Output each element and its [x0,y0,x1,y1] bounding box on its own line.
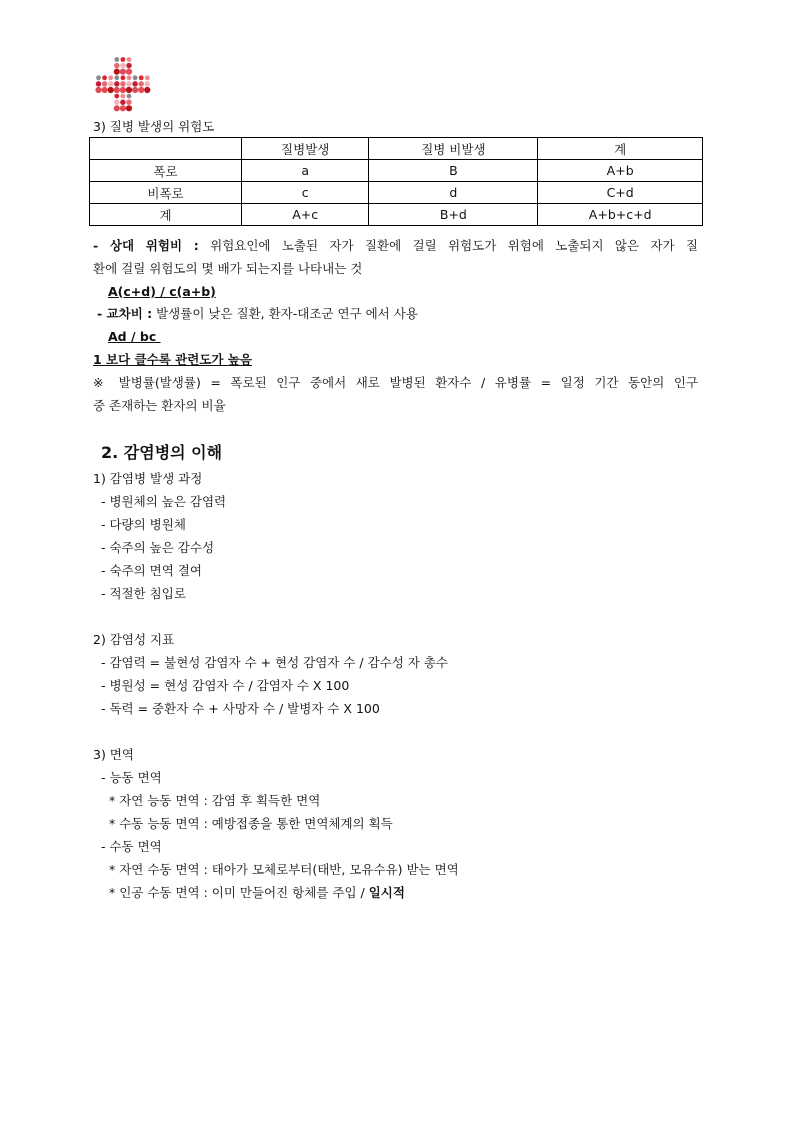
list-item: - 병원체의 높은 감염력 [101,494,227,509]
logo-dot [120,81,126,87]
logo-dot [108,87,114,93]
logo-dot [132,81,138,87]
table-cell: d [369,182,538,204]
list-item: - 독력 = 중환자 수 + 사망자 수 / 발병자 수 X 100 [101,701,380,716]
logo-dot [102,87,108,93]
table-cell: B [369,160,538,182]
table-header-cell: 계 [538,138,703,160]
odds-ratio-desc: 발생률이 낮은 질환, 환자-대조군 연구 에서 사용 [152,306,418,321]
logo-dot [120,69,126,75]
logo-dot [102,81,108,87]
table-cell: c [242,182,369,204]
logo-dot [132,87,138,93]
logo-dot [133,75,138,80]
logo-dot [114,57,119,62]
table-cell: A+c [242,204,369,226]
section-title-disease-risk: 3) 질병 발생의 위험도 [93,119,215,134]
list-item [109,884,405,902]
table-header-cell [90,138,242,160]
logo-dot [120,105,126,111]
logo-dot [121,75,126,80]
logo-dot [144,87,150,93]
note-line2: 중 존재하는 환자의 비율 [93,398,226,413]
list-item: - 다량의 병원체 [101,517,186,532]
logo-dot [102,75,107,80]
logo-dot [96,81,102,87]
red-cross-logo [95,56,151,112]
table-cell: 비폭로 [90,182,242,204]
logo-dot [114,105,120,111]
relative-risk-label: - 상대 위험비 : [93,238,199,253]
subsection-title: 2) 감염성 지표 [93,632,175,647]
table-cell: 계 [90,204,242,226]
subsection-title: 3) 면역 [93,747,134,762]
logo-dot [108,75,113,80]
table-cell: A+b+c+d [538,204,703,226]
passive-item2-bold: 일시적 [368,885,405,900]
chapter-title: 2. 감염병의 이해 [101,443,223,462]
list-item: - 능동 면역 [101,770,162,785]
relative-risk-line1 [93,237,698,255]
logo-dot [126,63,132,69]
logo-dot [120,63,126,69]
table-cell: A+b [538,160,703,182]
logo-dot [127,57,132,62]
logo-dot [95,87,101,93]
subsection-title: 1) 감염병 발생 과정 [93,471,203,486]
list-item: * 수동 능동 면역 : 예방접종을 통한 면역체계의 획득 [109,816,393,831]
logo-dot [126,69,132,75]
relative-risk-formula: A(c+d) / c(a+b) [108,284,216,299]
list-item: - 적절한 침입로 [101,586,186,601]
list-item: - 숙주의 면역 결여 [101,563,202,578]
logo-dot [127,94,132,99]
logo-dot [114,69,120,75]
note-line1: ※ 발병률(발생률) = 폭로된 인구 중에서 새로 발병된 환자수 / 유병률 = 일정 기간 동안의 인구 [93,375,698,390]
logo-dot [114,75,119,80]
logo-dot [114,94,119,99]
odds-ratio-label: - 교차비 : [97,306,153,321]
relative-risk-desc: 위험요인에 노출된 자가 질환에 걸릴 위험도가 위험에 노출되지 않은 자가 질 [198,238,698,253]
logo-dot [138,87,144,93]
table-row [90,204,703,226]
logo-dot [96,75,101,80]
logo-dot [114,99,120,105]
list-item: - 숙주의 높은 감수성 [101,540,215,555]
logo-dot [126,81,132,87]
table-header-row [90,138,703,160]
table-cell: a [242,160,369,182]
logo-dot [126,99,132,105]
note-bold: 1 보다 클수록 관련도가 높음 [93,352,252,367]
table-cell: B+d [369,204,538,226]
logo-dot [120,87,126,93]
logo-dot [121,57,126,62]
logo-dot [108,81,114,87]
logo-dot [138,81,144,87]
logo-dot [114,81,120,87]
logo-dot [126,87,132,93]
table-cell: 폭로 [90,160,242,182]
risk-table [89,137,703,226]
table-row [90,160,703,182]
logo-dot [120,99,126,105]
logo-dot [126,105,132,111]
odds-ratio-formula: Ad / bc [108,329,161,344]
logo-dot [145,81,151,87]
odds-ratio-line [97,305,418,323]
passive-item2-text: * 인공 수동 면역 : 이미 만들어진 항체를 주입 / [109,885,369,900]
table-cell: C+d [538,182,703,204]
list-item: - 수동 면역 [101,839,162,854]
table-row [90,182,703,204]
logo-dot [114,87,120,93]
list-item: - 병원성 = 현성 감염자 수 / 감염자 수 X 100 [101,678,350,693]
relative-risk-line2: 환에 걸릴 위험도의 몇 배가 되는지를 나타내는 것 [93,261,363,276]
list-item: * 자연 수동 면역 : 태아가 모체로부터(태반, 모유수유) 받는 면역 [109,862,459,877]
table-header-cell: 질병 비발생 [369,138,538,160]
table-header-cell: 질병발생 [242,138,369,160]
logo-dot [114,63,120,69]
logo-dot [139,75,144,80]
logo-dot [145,75,150,80]
logo-dot [127,75,132,80]
list-item: - 감염력 = 불현성 감염자 수 + 현성 감염자 수 / 감수성 자 총수 [101,655,448,670]
list-item: * 자연 능동 면역 : 감염 후 획득한 면역 [109,793,321,808]
logo-dot [121,94,126,99]
